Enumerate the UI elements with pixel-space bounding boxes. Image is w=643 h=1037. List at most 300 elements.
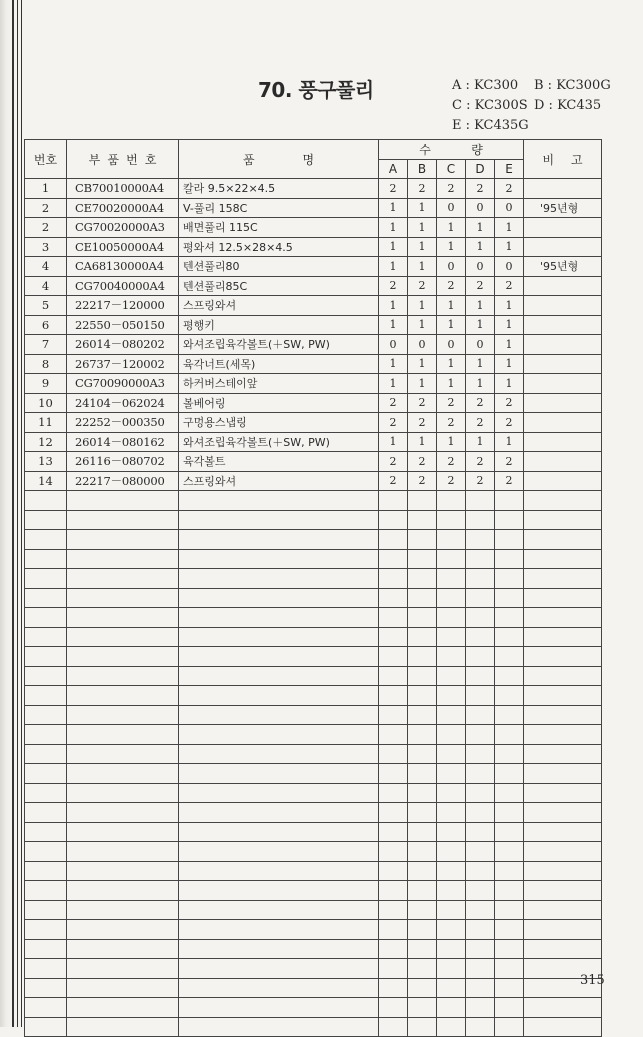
- row-part-name: 평행키: [179, 315, 379, 335]
- row-part-name: [179, 959, 379, 979]
- row-quantity: [437, 861, 466, 881]
- row-number: [25, 647, 67, 667]
- row-part-name: [179, 900, 379, 920]
- row-quantity: 2: [408, 471, 437, 491]
- table-row: [25, 257, 602, 277]
- header-qty-a: A: [379, 159, 408, 179]
- row-number: 7: [25, 335, 67, 355]
- row-part-number: [67, 491, 179, 511]
- header-qty-b: B: [408, 159, 437, 179]
- row-quantity: [437, 725, 466, 745]
- row-quantity: [495, 510, 524, 530]
- row-quantity: 2: [437, 413, 466, 433]
- row-part-name: [179, 881, 379, 901]
- table-row: [25, 276, 602, 296]
- header-part-no: [67, 140, 179, 179]
- model-label: D : KC435: [534, 98, 602, 113]
- row-quantity: [408, 647, 437, 667]
- row-part-number: [67, 783, 179, 803]
- row-number: [25, 588, 67, 608]
- row-note: [524, 608, 602, 628]
- row-quantity: [437, 900, 466, 920]
- row-quantity: 1: [437, 218, 466, 238]
- row-quantity: [408, 900, 437, 920]
- row-quantity: [408, 588, 437, 608]
- row-number: [25, 783, 67, 803]
- row-quantity: [379, 627, 408, 647]
- row-number: 11: [25, 413, 67, 433]
- row-quantity: [408, 666, 437, 686]
- row-quantity: 2: [466, 393, 495, 413]
- header-part-no-char: 부: [88, 152, 101, 167]
- row-part-number: CB70010000A4: [67, 179, 179, 199]
- row-note: [524, 237, 602, 257]
- row-quantity: [379, 900, 408, 920]
- row-number: [25, 530, 67, 550]
- model-label: B : KC300G: [534, 78, 611, 93]
- row-quantity: [408, 764, 437, 784]
- row-note: [524, 822, 602, 842]
- row-number: 13: [25, 452, 67, 472]
- row-part-name: [179, 666, 379, 686]
- row-number: 12: [25, 432, 67, 452]
- row-part-number: [67, 764, 179, 784]
- row-part-name: 와셔조립육각볼트(＋SW, PW): [179, 432, 379, 452]
- row-number: [25, 705, 67, 725]
- row-quantity: 1: [408, 257, 437, 277]
- row-part-name: [179, 530, 379, 550]
- page-title: 70. 풍구풀리: [258, 78, 374, 102]
- row-number: [25, 569, 67, 589]
- table-row: [25, 179, 602, 199]
- row-quantity: [437, 666, 466, 686]
- row-quantity: 2: [466, 471, 495, 491]
- row-quantity: [437, 764, 466, 784]
- header-name-char: 명: [302, 152, 315, 167]
- row-quantity: [466, 627, 495, 647]
- row-quantity: 0: [495, 257, 524, 277]
- row-part-number: [67, 861, 179, 881]
- row-part-name: [179, 842, 379, 862]
- row-part-name: [179, 588, 379, 608]
- row-quantity: [495, 744, 524, 764]
- row-quantity: [495, 959, 524, 979]
- row-quantity: [466, 725, 495, 745]
- table-row: [25, 335, 602, 355]
- model-legend-row: [452, 96, 616, 116]
- row-note: [524, 549, 602, 569]
- row-quantity: [495, 608, 524, 628]
- row-note: [524, 998, 602, 1018]
- row-quantity: [495, 705, 524, 725]
- row-quantity: 1: [466, 218, 495, 238]
- row-note: [524, 588, 602, 608]
- margin-rule: [12, 0, 14, 1027]
- table-row: [25, 939, 602, 959]
- row-quantity: [495, 783, 524, 803]
- row-part-number: [67, 686, 179, 706]
- row-note: [524, 939, 602, 959]
- row-note: [524, 666, 602, 686]
- row-note: [524, 510, 602, 530]
- row-quantity: [495, 647, 524, 667]
- row-note: [524, 744, 602, 764]
- row-quantity: [379, 881, 408, 901]
- table-row: [25, 471, 602, 491]
- row-quantity: 1: [379, 296, 408, 316]
- row-quantity: 1: [379, 257, 408, 277]
- table-row: [25, 569, 602, 589]
- row-quantity: 1: [408, 296, 437, 316]
- row-quantity: 2: [437, 179, 466, 199]
- header-qty-d: D: [466, 159, 495, 179]
- row-quantity: [408, 530, 437, 550]
- row-part-number: [67, 666, 179, 686]
- row-quantity: [379, 608, 408, 628]
- row-quantity: [437, 510, 466, 530]
- row-part-name: [179, 744, 379, 764]
- row-part-name: 칼라 9.5×22×4.5: [179, 179, 379, 199]
- row-quantity: [437, 569, 466, 589]
- table-row: [25, 842, 602, 862]
- table-row: [25, 432, 602, 452]
- row-number: [25, 666, 67, 686]
- row-part-number: [67, 510, 179, 530]
- row-quantity: [379, 549, 408, 569]
- row-part-number: [67, 978, 179, 998]
- row-quantity: [437, 647, 466, 667]
- row-quantity: [466, 549, 495, 569]
- row-quantity: [495, 803, 524, 823]
- row-quantity: 2: [408, 179, 437, 199]
- row-part-number: [67, 588, 179, 608]
- row-number: [25, 822, 67, 842]
- model-label: A : KC300: [452, 78, 519, 93]
- table-row: [25, 608, 602, 628]
- row-quantity: [379, 939, 408, 959]
- row-part-number: [67, 920, 179, 940]
- table-row: [25, 315, 602, 335]
- row-quantity: [466, 666, 495, 686]
- row-note: [524, 783, 602, 803]
- row-quantity: [437, 803, 466, 823]
- row-quantity: [466, 783, 495, 803]
- row-quantity: 1: [379, 374, 408, 394]
- header-qty-e: E: [495, 159, 524, 179]
- table-row: [25, 237, 602, 257]
- row-part-name: 평와셔 12.5×28×4.5: [179, 237, 379, 257]
- row-note: [524, 861, 602, 881]
- row-quantity: 2: [408, 276, 437, 296]
- row-quantity: [437, 939, 466, 959]
- row-quantity: 1: [437, 237, 466, 257]
- row-part-name: [179, 725, 379, 745]
- row-part-name: 스프링와셔: [179, 296, 379, 316]
- row-number: 2: [25, 198, 67, 218]
- row-quantity: 1: [466, 432, 495, 452]
- row-part-number: 26116－080702: [67, 452, 179, 472]
- row-number: [25, 959, 67, 979]
- row-quantity: [466, 510, 495, 530]
- row-part-name: 텐션풀리85C: [179, 276, 379, 296]
- row-quantity: 1: [495, 218, 524, 238]
- row-quantity: 1: [466, 296, 495, 316]
- row-part-number: [67, 842, 179, 862]
- row-part-name: [179, 627, 379, 647]
- row-quantity: [437, 998, 466, 1018]
- table-row: [25, 920, 602, 940]
- row-number: 14: [25, 471, 67, 491]
- row-part-number: [67, 647, 179, 667]
- row-quantity: [466, 920, 495, 940]
- row-part-number: CG70090000A3: [67, 374, 179, 394]
- row-number: [25, 725, 67, 745]
- row-part-name: [179, 510, 379, 530]
- row-quantity: [379, 530, 408, 550]
- row-part-number: [67, 627, 179, 647]
- row-quantity: 1: [437, 315, 466, 335]
- row-quantity: [466, 881, 495, 901]
- table-row: [25, 803, 602, 823]
- row-quantity: [466, 822, 495, 842]
- row-part-number: [67, 939, 179, 959]
- row-part-name: [179, 803, 379, 823]
- row-quantity: 0: [379, 335, 408, 355]
- row-quantity: [466, 764, 495, 784]
- row-quantity: 2: [379, 471, 408, 491]
- row-quantity: 0: [437, 257, 466, 277]
- row-quantity: 1: [408, 432, 437, 452]
- row-quantity: 2: [379, 276, 408, 296]
- row-quantity: 1: [408, 354, 437, 374]
- table-row: [25, 998, 602, 1018]
- row-quantity: 0: [408, 335, 437, 355]
- row-part-number: [67, 822, 179, 842]
- row-quantity: [437, 978, 466, 998]
- row-number: [25, 744, 67, 764]
- row-quantity: 1: [437, 354, 466, 374]
- row-number: [25, 920, 67, 940]
- row-quantity: [437, 920, 466, 940]
- row-part-number: [67, 530, 179, 550]
- row-quantity: [408, 959, 437, 979]
- header-part-no-char: 번: [126, 152, 138, 167]
- row-part-number: [67, 803, 179, 823]
- row-quantity: [437, 530, 466, 550]
- row-quantity: [379, 686, 408, 706]
- table-row: [25, 647, 602, 667]
- row-number: [25, 510, 67, 530]
- table-row: [25, 627, 602, 647]
- row-quantity: [408, 939, 437, 959]
- row-part-name: 볼베어링: [179, 393, 379, 413]
- row-quantity: 0: [466, 257, 495, 277]
- header-qty-char: 량: [471, 142, 483, 157]
- row-quantity: [437, 783, 466, 803]
- row-quantity: [379, 666, 408, 686]
- row-part-name: [179, 939, 379, 959]
- row-number: [25, 842, 67, 862]
- row-quantity: [466, 491, 495, 511]
- table-row: [25, 861, 602, 881]
- row-quantity: 1: [379, 354, 408, 374]
- header-note: [524, 140, 602, 179]
- row-quantity: [379, 705, 408, 725]
- row-part-number: CE70020000A4: [67, 198, 179, 218]
- row-quantity: [379, 959, 408, 979]
- row-quantity: 1: [408, 198, 437, 218]
- row-part-number: 22252－000350: [67, 413, 179, 433]
- row-quantity: 2: [466, 452, 495, 472]
- row-part-name: [179, 822, 379, 842]
- row-quantity: [379, 725, 408, 745]
- row-quantity: 1: [466, 374, 495, 394]
- row-quantity: 1: [495, 374, 524, 394]
- header-name: [179, 140, 379, 179]
- row-part-name: [179, 783, 379, 803]
- row-quantity: 2: [495, 471, 524, 491]
- row-number: [25, 627, 67, 647]
- row-note: [524, 647, 602, 667]
- row-quantity: 2: [379, 452, 408, 472]
- row-part-name: [179, 920, 379, 940]
- row-note: [524, 413, 602, 433]
- row-quantity: 2: [408, 393, 437, 413]
- row-quantity: [379, 822, 408, 842]
- row-part-number: 22550－050150: [67, 315, 179, 335]
- row-quantity: [437, 959, 466, 979]
- page-number: 315: [580, 973, 605, 988]
- row-note: [524, 842, 602, 862]
- row-note: [524, 315, 602, 335]
- row-quantity: [379, 569, 408, 589]
- table-row: [25, 725, 602, 745]
- row-quantity: [495, 900, 524, 920]
- row-quantity: [379, 744, 408, 764]
- row-quantity: [408, 549, 437, 569]
- row-note: [524, 393, 602, 413]
- table-row: [25, 218, 602, 238]
- model-label: E : KC435G: [452, 118, 529, 133]
- row-quantity: 2: [495, 179, 524, 199]
- row-quantity: [437, 705, 466, 725]
- header-part-no-char: 호: [144, 152, 157, 167]
- row-quantity: 2: [495, 393, 524, 413]
- margin-rule: [21, 0, 22, 1027]
- row-number: 4: [25, 276, 67, 296]
- row-quantity: 1: [495, 296, 524, 316]
- table-row: [25, 198, 602, 218]
- row-part-number: CG70040000A4: [67, 276, 179, 296]
- row-part-name: 와셔조립육각볼트(＋SW, PW): [179, 335, 379, 355]
- row-number: [25, 939, 67, 959]
- row-quantity: 2: [495, 413, 524, 433]
- row-part-number: [67, 549, 179, 569]
- row-number: 6: [25, 315, 67, 335]
- row-quantity: [466, 959, 495, 979]
- row-note: '95년형: [524, 257, 602, 277]
- row-part-number: 22217－120000: [67, 296, 179, 316]
- row-quantity: [466, 842, 495, 862]
- row-quantity: [408, 822, 437, 842]
- row-quantity: [466, 608, 495, 628]
- row-note: [524, 296, 602, 316]
- row-number: [25, 978, 67, 998]
- row-note: [524, 686, 602, 706]
- row-quantity: [408, 569, 437, 589]
- row-quantity: 1: [495, 354, 524, 374]
- row-note: [524, 335, 602, 355]
- row-quantity: 1: [379, 315, 408, 335]
- header-qty-char: 수: [419, 142, 431, 157]
- page-binding-shadow: [0, 0, 12, 1027]
- row-quantity: 2: [466, 276, 495, 296]
- row-note: [524, 432, 602, 452]
- row-quantity: 1: [408, 315, 437, 335]
- model-legend: [452, 76, 616, 136]
- table-row: [25, 530, 602, 550]
- row-quantity: [408, 861, 437, 881]
- row-part-name: [179, 861, 379, 881]
- row-note: [524, 803, 602, 823]
- row-number: [25, 861, 67, 881]
- header-no: 번호: [25, 140, 67, 179]
- row-part-name: [179, 998, 379, 1018]
- row-number: [25, 686, 67, 706]
- row-note: [524, 725, 602, 745]
- row-note: [524, 471, 602, 491]
- row-quantity: [466, 939, 495, 959]
- row-quantity: 1: [495, 315, 524, 335]
- row-quantity: [379, 783, 408, 803]
- header-name-char: 품: [242, 152, 255, 167]
- table-row: [25, 744, 602, 764]
- row-quantity: 1: [437, 374, 466, 394]
- row-quantity: 2: [466, 179, 495, 199]
- row-quantity: [437, 822, 466, 842]
- row-quantity: 1: [408, 374, 437, 394]
- row-quantity: [495, 588, 524, 608]
- row-number: 8: [25, 354, 67, 374]
- row-part-name: [179, 491, 379, 511]
- table-row: [25, 666, 602, 686]
- row-note: [524, 276, 602, 296]
- table-row: [25, 296, 602, 316]
- header-part-no-char: 품: [107, 152, 119, 167]
- row-quantity: 1: [495, 335, 524, 355]
- row-quantity: [408, 608, 437, 628]
- row-number: 4: [25, 257, 67, 277]
- row-quantity: [466, 588, 495, 608]
- table-row: [25, 588, 602, 608]
- row-quantity: [408, 978, 437, 998]
- header-qty: [379, 140, 524, 160]
- row-note: [524, 920, 602, 940]
- row-quantity: [437, 842, 466, 862]
- model-label: C : KC300S: [452, 98, 528, 113]
- table-row: [25, 452, 602, 472]
- margin-rule: [17, 0, 18, 1027]
- row-part-name: 육각너트(세목): [179, 354, 379, 374]
- row-quantity: [379, 978, 408, 998]
- row-number: 9: [25, 374, 67, 394]
- row-quantity: 0: [466, 335, 495, 355]
- row-quantity: [408, 491, 437, 511]
- row-quantity: [408, 705, 437, 725]
- table-row: [25, 549, 602, 569]
- row-quantity: [466, 744, 495, 764]
- table-row: [25, 783, 602, 803]
